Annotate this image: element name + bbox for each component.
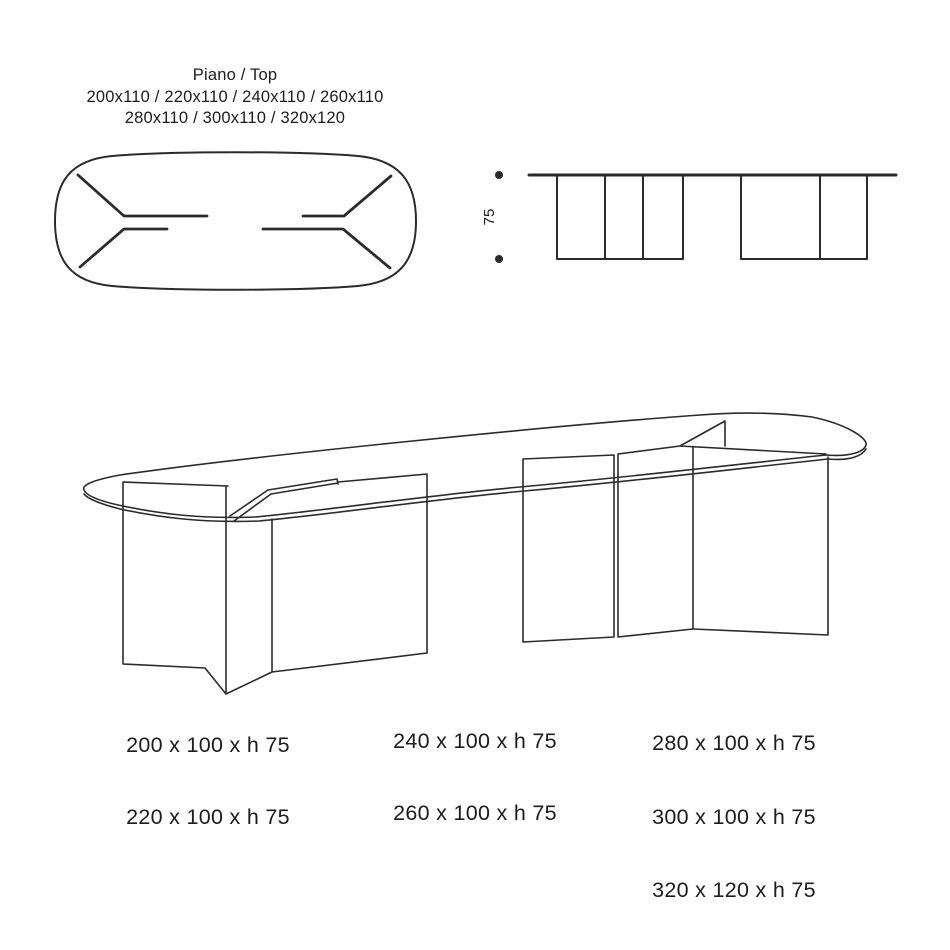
- dimension-label: 240 x 100 x h 75: [393, 729, 557, 753]
- perspective-view-drawing: [84, 413, 866, 694]
- page-title: Piano / Top: [192, 66, 278, 84]
- perspective-tabletop-outline: [84, 413, 866, 517]
- elevation-view-drawing: [481, 171, 896, 263]
- dimension-label: 200 x 100 x h 75: [126, 733, 290, 757]
- dimension-label: 280 x 100 x h 75: [652, 731, 816, 755]
- dimension-label: 300 x 100 x h 75: [652, 805, 816, 829]
- dimension-label: 320 x 120 x h 75: [652, 878, 816, 902]
- elevation-left-leg: [557, 176, 683, 259]
- plan-view-drawing: [55, 152, 416, 290]
- plan-left-leg-marks: [78, 175, 207, 267]
- height-dimension-dot-bottom: [495, 255, 503, 263]
- top-sizes-line-1: 200x110 / 220x110 / 240x110 / 260x110: [86, 87, 384, 106]
- plan-tabletop-outline: [55, 152, 416, 290]
- dimension-label: 260 x 100 x h 75: [393, 801, 557, 825]
- perspective-right-leg: [523, 421, 828, 642]
- height-dimension-dot-top: [495, 171, 503, 179]
- elevation-right-leg: [741, 176, 867, 259]
- height-dimension-label: 75: [481, 208, 498, 226]
- dimension-label: 220 x 100 x h 75: [126, 805, 290, 829]
- top-sizes-line-2: 280x110 / 300x110 / 320x120: [124, 109, 346, 127]
- plan-right-leg-marks: [263, 176, 391, 268]
